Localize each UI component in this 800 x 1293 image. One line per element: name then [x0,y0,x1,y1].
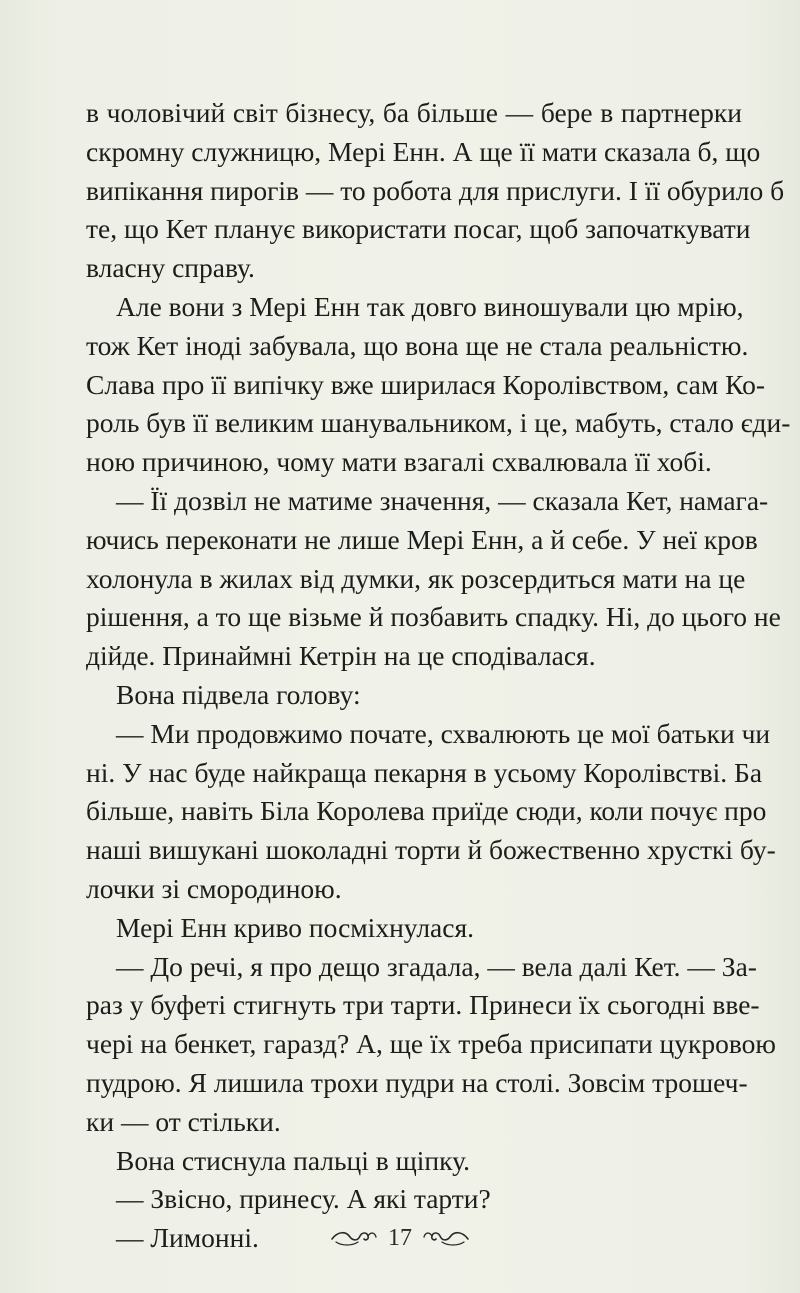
text-line: Вона підвела голову: [116,678,361,710]
text-line: тож Кет іноді забувала, що вона ще не стала реальністю. [86,329,749,361]
text-line: пудрою. Я лишила трохи пудри на столі. Зовсім трошеч- [86,1066,748,1098]
page-footer [0,1218,800,1258]
text-line: — Її дозвіл не матиме значення, — сказала Кет, намага- [116,484,769,516]
text-line: холонула в жилах від думки, як розсердиться мати на це [86,562,746,594]
text-line: Але вони з Мері Енн так довго виношували цю мрію, [116,290,744,322]
paragraph [86,94,785,288]
paragraph [86,288,791,482]
paragraph [86,482,781,676]
text-line: — Звісно, принесу. А які тарти? [116,1183,491,1215]
text-line: — До речі, я про дещо згадала, — вела далі Кет. — За- [116,950,757,982]
text-line: скромну служницю, Мері Енн. А ще її мати сказала б, що [86,135,761,167]
text-line: — Лимонні. [116,1222,259,1254]
flourish-right-icon [422,1227,470,1249]
text-line: Мері Енн криво посміхнулася. [116,911,474,943]
page-number: 17 [388,1225,412,1251]
text-line: власну справу. [86,252,255,284]
paragraph [86,676,742,715]
text-line: рішення, а то ще візьме й позбавить спадку. Ні, до цього не [86,601,781,633]
text-line: Слава про її випічку вже ширилася Королівством, сам Ко- [86,368,765,400]
text-line: більше, навіть Біла Королева приїде сюди, коли почує про [86,795,767,827]
body-text [86,94,791,1258]
text-line: ючись переконати не лише Мері Енн, а й себе. У неї кров [86,523,758,555]
text-line: чері на бенкет, гаразд? А, ще їх треба присипати цукровою [86,1028,776,1060]
text-line: раз у буфеті стигнуть три тарти. Принеси їх сьогодні вве- [86,989,760,1021]
text-line: лочки зі смородиною. [86,872,342,904]
paragraph [86,1180,742,1219]
text-line: наші вишукані шоколадні торти й божественно хрусткі бу- [86,834,776,866]
text-line: Вона стиснула пальці в щіпку. [116,1144,470,1176]
paragraph [86,715,776,909]
text-line: те, що Кет планує використати посаг, щоб започаткувати [86,213,751,245]
text-line: випікання пирогів — то робота для прислуги. І її обурило б [86,174,785,206]
text-line: ні. У нас буде найкраща пекарня в усьому Королівстві. Ба [86,756,763,788]
text-line: ки — от стільки. [86,1105,281,1137]
flourish-left-icon [330,1227,378,1249]
paragraph [86,909,742,948]
text-line: роль був її великим шанувальником, і це, мабуть, стало єди- [86,407,791,439]
paragraph [86,948,776,1142]
text-line: в чоловічий світ бізнесу, ба більше — бере в партнерки [86,97,742,128]
text-line: дійде. Принаймні Кетрін на це сподівалася. [86,640,596,672]
text-line: — Ми продовжимо почате, схвалюють це мої батьки чи [116,717,771,749]
text-line: ною причиною, чому мати взагалі схвалювала її хобі. [86,446,712,478]
paragraph [86,1142,742,1181]
